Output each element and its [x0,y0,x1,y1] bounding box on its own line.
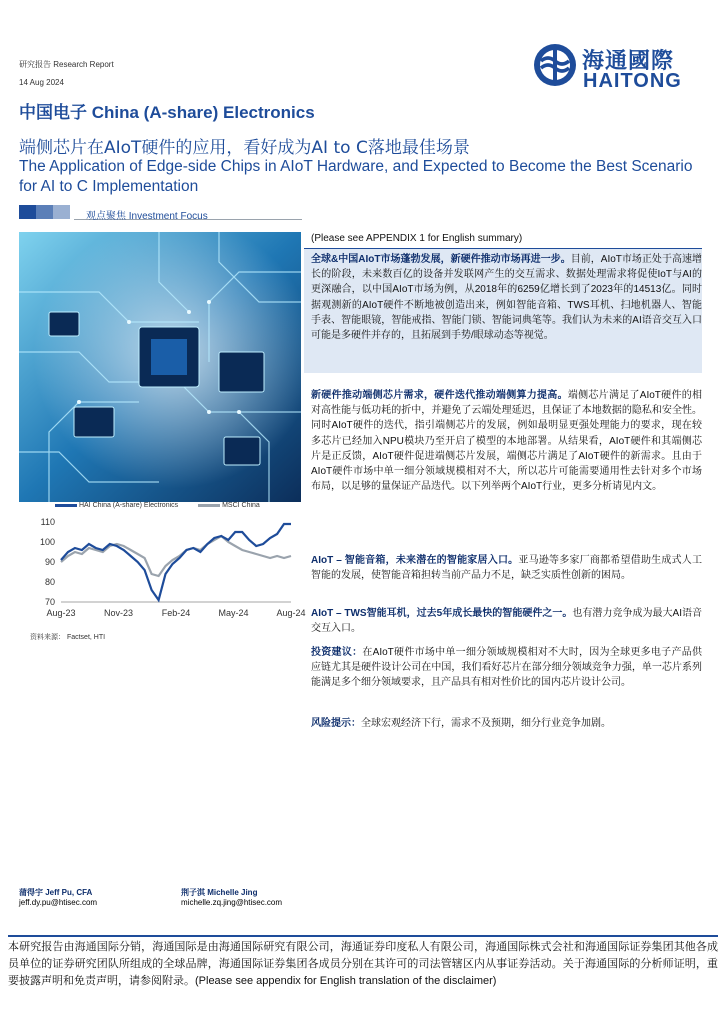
paragraph-risk-body: 全球宏观经济下行，需求不及预期，细分行业竞争加剧。 [361,718,611,729]
y-tick-label: 70 [44,597,55,607]
series-line-1 [61,524,291,600]
disclaimer-rule [8,935,718,937]
x-tick-label: Feb-24 [161,608,191,618]
analyst-1 [19,887,97,907]
chart-legend [55,502,260,509]
paragraph-chips-head: 新硬件推动端侧芯片需求，硬件迭代推动端侧算力提高。 [311,390,568,401]
focus-squares [19,205,70,219]
english-summary-note: (Please see APPENDIX 1 for English summary) [311,233,523,244]
disclaimer-text: 本研究报告由海通国际分销，海通国际是由海通国际研究有限公司，海通证券印度私人有限公司，海通国际株式会社和海通国际证券集团其他各成员单位的证券研究团队所组成的全球品牌，海通国际证券集团各成员分别在其许可的司法管辖区内从事证券活动。关于海通国际的分析师证明，重要披露声明和免责声明，请参阅附录。(Please see appendix for English translation of the disclaimer) [8,941,718,987]
analyst-1-email[interactable]: jeff.dy.pu@htisec.com [19,898,98,907]
paragraph-risk-head: 风险提示： [311,718,361,729]
x-tick-label: Nov-23 [103,608,134,618]
y-tick-label: 100 [39,537,55,547]
y-tick-label: 110 [40,517,55,527]
haitong-logo-icon [533,43,577,87]
paragraph-tws-head: AIoT – TWS智能耳机，过去5年成长最快的智能硬件之一。 [311,608,573,619]
paragraph-speaker-head: AIoT – 智能音箱，未来潜在的智能家居入口。 [311,555,519,566]
circuit-board-illustration [19,232,301,502]
paragraph-investment-body: 在AIoT硬件市场中单一细分领域规模相对不大时，因为全球更多电子产品供应链尤其是硬件设计公司在中国，我们看好芯片在部分细分领域竞争力强，单一芯片系列能满足多个细分领域要求，且产品具有相对性价比的国内芯片设计公司。 [311,647,702,689]
report-type: 研究报告 Research Report [19,60,114,69]
legend-swatch-series2 [198,504,220,507]
paragraph-investment-head: 投资建议： [311,647,363,658]
report-title-cn: 端侧芯片在AIoT硬件的应用，看好成为AI to C落地最佳场景 [19,138,470,158]
chart-source: 资料来源： Factset, HTI [30,634,106,641]
x-tick-label: Aug-24 [276,608,306,618]
report-date: 14 Aug 2024 [19,78,64,87]
analyst-2-name: 荆子淇 Michelle Jing [181,888,258,897]
logo-cn-text: 海通國際 [582,49,675,74]
paragraph-chips-body: 端侧芯片满足了AIoT硬件的相对高性能与低功耗的折中，并避免了云端处理延迟，且保证了本地数据的隐私和安全性。同时AIoT硬件的迭代，指引端侧芯片的发展，例如最明显更强处理能力的要求，现在较多芯片已经加入NPU模块乃至开启了模型的本地部署。从结果看，AIoT硬件和其端侧芯片是正反馈，AIoT硬件促进端侧芯片发展，端侧芯片满足了AIoT硬件的新需求。且由于AIoT硬件市场中单一细分领域规模相对不大，所以芯片可能需要通用性去针对多个市场布局，以足够的量保证产品迭代。以下列举两个AIoT行业，更多分析请见内文。 [311,390,702,493]
analyst-2 [181,887,282,907]
x-tick-label: Aug-23 [46,608,76,618]
investment-focus-label: 观点聚焦 Investment Focus [86,211,208,222]
analyst-1-name: 蒲得宇 Jeff Pu, CFA [19,888,93,897]
analyst-2-email[interactable]: michelle.zq.jing@htisec.com [181,898,283,907]
report-title-en: The Application of Edge-side Chips in AIoT Hardware, and Expected to Become the Best Scenario for AI to C Implementation [19,158,693,195]
legend-swatch-series1 [55,504,77,507]
paragraph-chips [311,388,702,494]
x-tick-label: May-24 [218,608,249,618]
paragraph-tws-body: 也有潜力竞争成为最大AI语音交互入口。 [311,608,702,635]
y-tick-label: 90 [44,557,55,567]
legend-label-series2: MSCI China [222,502,260,509]
series-line-2 [61,536,291,576]
paragraph-investment [311,645,702,691]
y-tick-label: 80 [44,577,55,587]
paragraph-market [311,252,702,343]
legend-label-series1: HAI China (A-share) Electronics [78,502,179,509]
paragraph-market-head: 全球&中国AIoT市场蓬勃发展，新硬件推动市场再进一步。 [311,254,571,265]
paragraph-speaker-body: 亚马逊等多家厂商都希望借助生成式人工智能的发展，使智能音箱担转当前产品力不足，缺乏实质性创新的困局。 [311,555,703,582]
paragraph-speaker [311,553,702,583]
performance-line-chart [19,512,306,622]
paragraph-market-body: 目前，AIoT市场正处于高速增长的阶段，未来数百亿的设备并发联网产生的交互需求、数据处理需求将促使IoT与AI的更深融合，以中国AIoT市场为例，从2018年的6259亿增长到了2023年的14513亿。同时据观测新的AIoT硬件不断地被创造出来，例如智能音箱、TWS耳机、扫地机器人、智能手表、智能眼镜，智能戒指、智能门锁、智能词典笔等。我们认为未来的AI语音交互入口可能是多硬件并存的，且拓展到手势/眼球动态等视觉。 [311,254,702,342]
paragraph-tws [311,606,702,636]
logo-en-text: HAITONG [583,70,682,92]
paragraph-risk [311,716,702,731]
sector-title: 中国电子 China (A-share) Electronics [19,103,315,122]
